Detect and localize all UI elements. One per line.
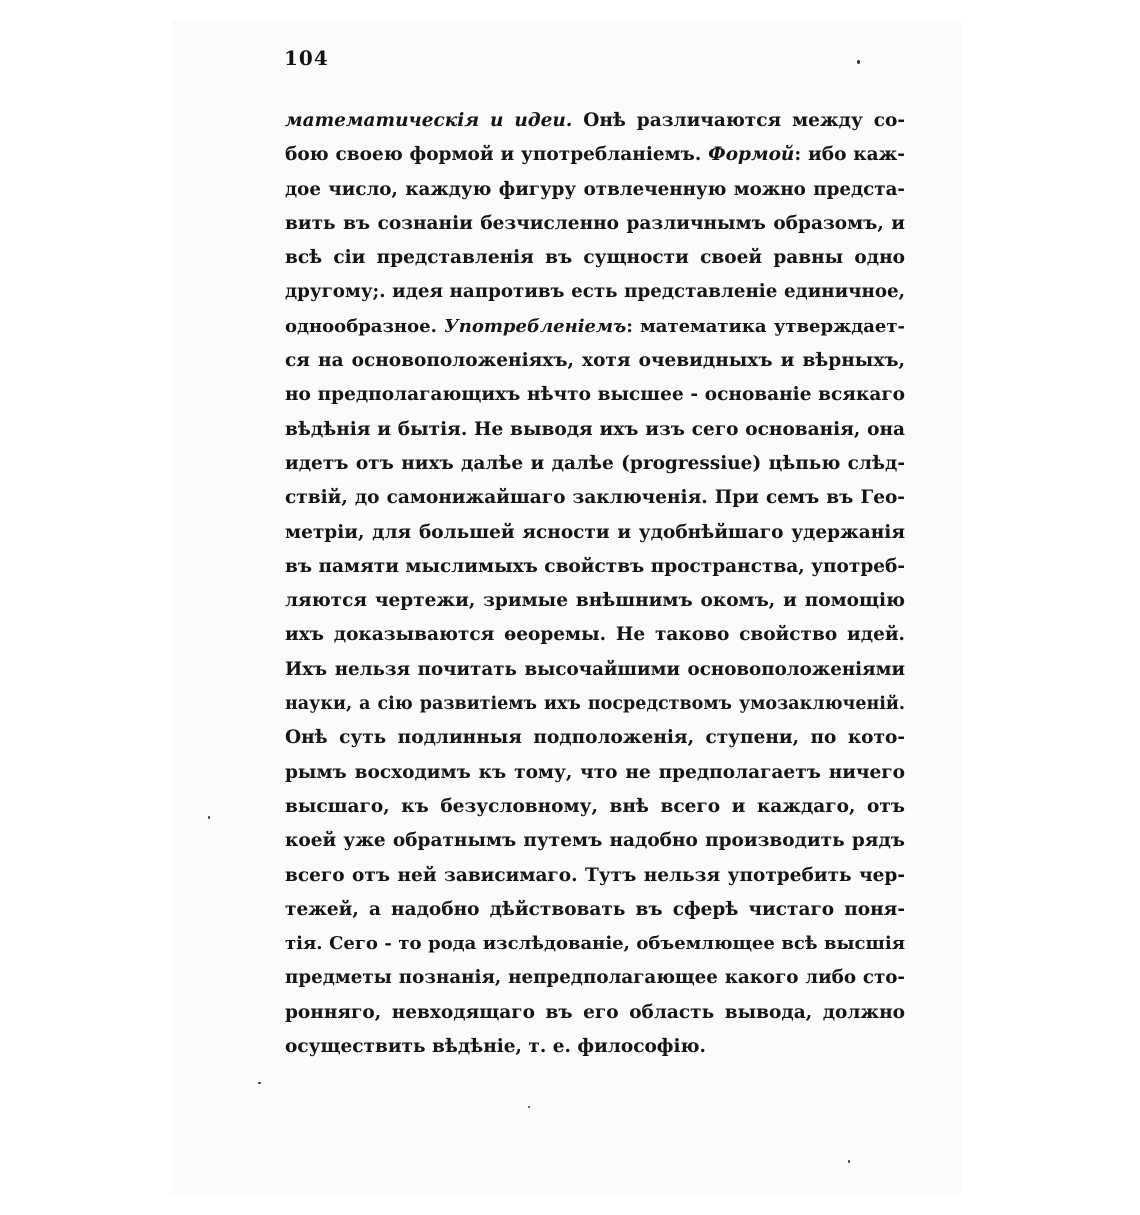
text-line [285,241,905,275]
text-line [285,618,905,652]
text-segment: въ памяти мыслимыхъ свойствъ пространства, употреб- [285,555,905,577]
text-line [285,413,905,447]
text-segment: ляются чертежи, зримые внѣшнимъ окомъ, и помощію [285,590,905,612]
text-line [285,721,905,755]
italic-term: Формой [708,144,795,166]
text-line [285,859,905,893]
text-segment: вить въ сознаніи безчисленно различнымъ образомъ, и [285,212,905,234]
text-line [285,1030,905,1064]
text-segment: тія. Сего - то рода изслѣдованіе, объемлющее всѣ высшія [285,933,905,955]
text-line [285,584,905,618]
text-line [285,790,905,824]
text-line [285,927,905,961]
text-segment: : математика утверждает- [626,315,905,337]
print-speck [258,1082,261,1084]
text-segment: рымъ восходимъ къ тому, что не предполагаетъ ничего [285,761,905,783]
text-line [285,756,905,790]
text-line [285,275,905,309]
text-segment: высшаго, къ безусловному, внѣ всего и каждаго, отъ [285,795,905,817]
text-line [285,447,905,481]
text-line [285,104,905,138]
body-text [285,104,905,1064]
print-speck [528,1106,530,1108]
text-line [285,310,905,344]
print-speck [848,1160,850,1163]
text-line [285,996,905,1030]
text-line [285,207,905,241]
text-segment: ронняго, невходящаго въ его область вывода, должно [285,1001,905,1023]
text-line [285,516,905,550]
text-line [285,824,905,858]
text-segment: тежей, а надобно дѣйствовать въ сферѣ чистаго поня- [285,898,905,920]
text-line [285,344,905,378]
page-number: 104 [284,46,329,70]
text-line [285,961,905,995]
text-segment: идетъ отъ нихъ далѣе и далѣе (progressiue) цѣпью слѣд- [285,452,905,474]
text-segment: другому;. идея напротивъ есть представленіе единичное, [285,281,905,303]
italic-term: математическія и идеи. [285,110,573,131]
text-segment: Онѣ суть подлинныя подположенія, ступени, по кото- [285,727,905,749]
text-line [285,550,905,584]
text-segment: метріи, для большей ясности и удобнѣйшаго удержанія [285,521,905,543]
text-segment: науки, а сію развитіемъ ихъ посредствомъ умозаключеній. [285,694,905,715]
text-segment: но предполагающихъ нѣчто высшее - основаніе всякаго [285,384,905,406]
text-segment: коей уже обратнымъ путемъ надобно производить рядъ [285,830,905,852]
text-segment: ихъ доказываются ѳеоремы. Не таково свойство идей. [285,624,905,646]
text-segment: бою своею формой и употребланіемъ. [285,144,709,166]
text-segment: вѣдѣнія и бытія. Не выводя ихъ изъ сего основанія, она [285,418,905,440]
text-segment: : ибо каж- [794,144,905,166]
print-speck [208,816,210,819]
text-segment: однообразное. [285,315,445,337]
italic-term: Употребленіемъ [444,315,627,337]
text-line [285,687,905,721]
text-line [285,653,905,687]
text-line [285,378,905,412]
text-segment: ся на основоположеніяхъ, хотя очевидныхъ и вѣрныхъ, [285,350,905,372]
text-line [285,481,905,515]
text-segment: всѣ сіи представленія въ сущности своей равны одно [285,247,905,269]
text-segment: дое число, каждую фигуру отвлеченную можно предста- [285,178,905,200]
text-segment: осуществить вѣдѣніе, т. е. философію. [285,1036,706,1058]
text-segment: всего отъ ней зависимаго. Тутъ нельзя употребить чер- [285,864,905,886]
text-line [285,138,905,172]
text-segment: Ихъ нельзя почитать высочайшими основоположеніями [285,658,905,680]
text-segment: Онѣ различаются между со- [572,110,905,131]
text-line [285,893,905,927]
text-segment: ствій, до самонижайшаго заключенія. При семъ въ Гео- [285,487,905,509]
text-line [285,173,905,207]
print-speck [857,60,860,64]
text-segment: предметы познанія, непредполагающее какого либо сто- [285,967,905,989]
